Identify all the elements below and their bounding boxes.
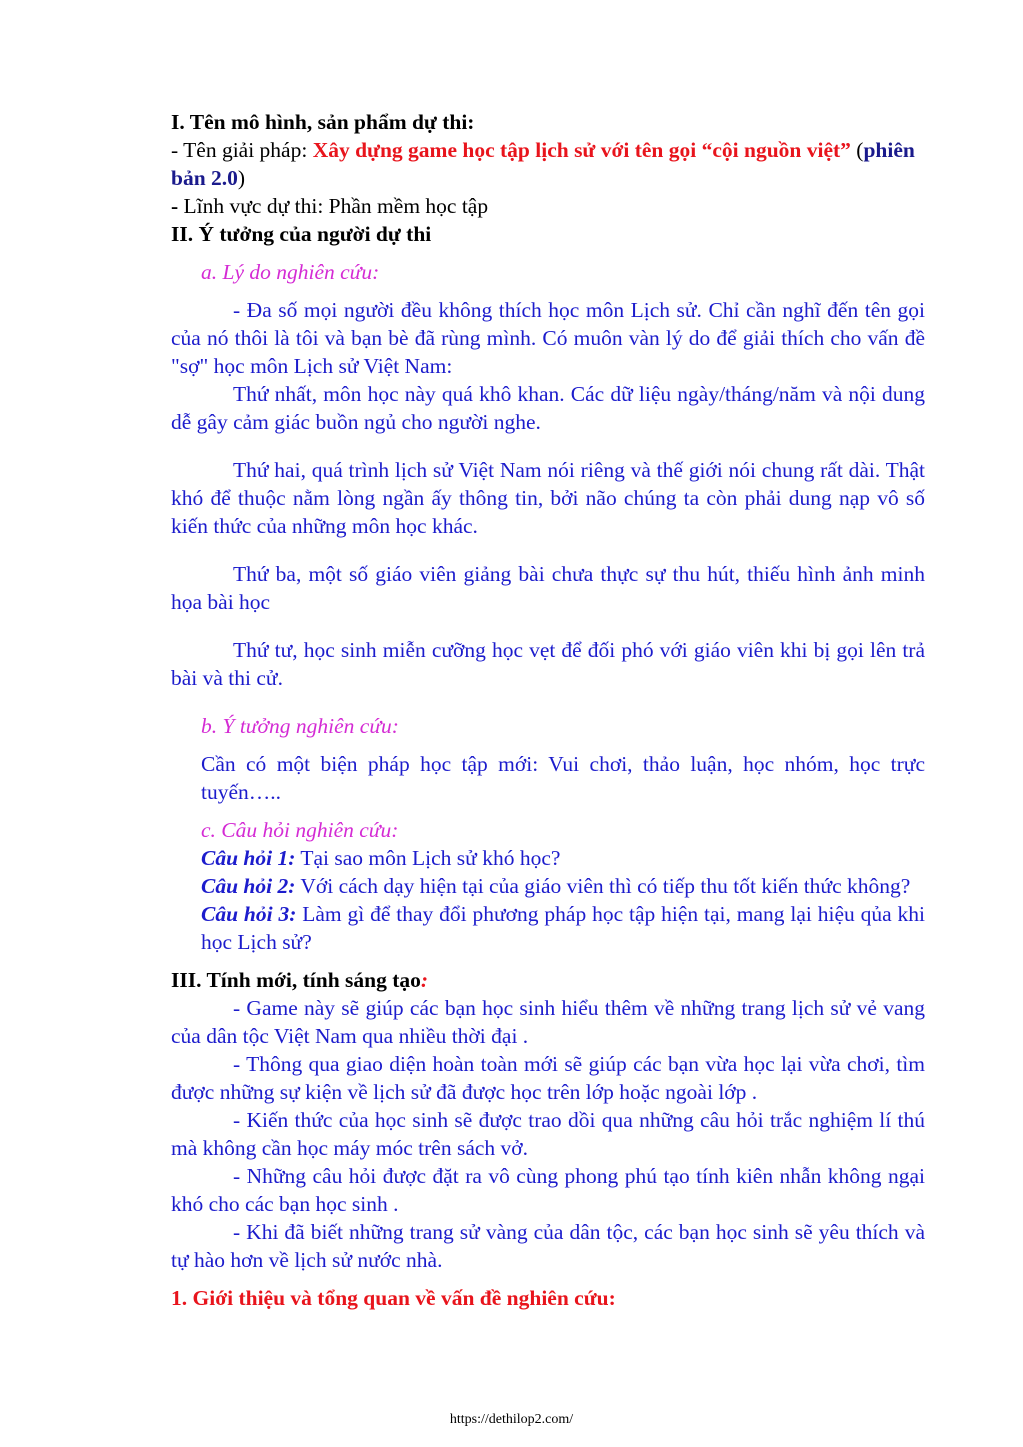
question-2-label: Câu hỏi 2: xyxy=(201,874,296,898)
version-close: ) xyxy=(237,166,246,190)
version-label: phiên bản 2.0 xyxy=(171,138,915,190)
section1-heading: I. Tên mô hình, sản phẩm dự thi: xyxy=(171,110,475,134)
field-text: Lĩnh vực dự thi: Phần mềm học tập xyxy=(183,194,489,218)
document-page xyxy=(171,108,925,1312)
field-dash: - xyxy=(171,194,184,218)
idea-paragraph: Cần có một biện pháp học tập mới: Vui chơi, thảo luận, học nhóm, học trực tuyến….. xyxy=(201,752,925,804)
question-1-label: Câu hỏi 1: xyxy=(201,846,296,870)
field-line xyxy=(171,192,925,220)
solution-line xyxy=(171,136,925,192)
section3-heading xyxy=(171,966,925,994)
version-open: ( xyxy=(850,138,864,162)
novelty-item-3: - Kiến thức của học sinh sẽ được trao dồi qua những câu hỏi trắc nghiệm lí thú mà không cần học máy móc trên sách vở. xyxy=(171,1108,925,1160)
question-2-text: Với cách dạy hiện tại của giáo viên thì có tiếp thu tốt kiến thức không? xyxy=(295,874,911,898)
question-3-text: Làm gì để thay đổi phương pháp học tập hiện tại, mang lại hiệu qủa khi học Lịch sử? xyxy=(201,902,926,954)
question-1-text: Tại sao môn Lịch sử khó học? xyxy=(295,846,561,870)
reason-paragraph-5: Thứ tư, học sinh miễn cưỡng học vẹt để đối phó với giáo viên khi bị gọi lên trả bài và thi cử. xyxy=(171,638,925,690)
footer-url[interactable]: https://dethilop2.com/ xyxy=(449,1412,574,1427)
subheading-a: a. Lý do nghiên cứu: xyxy=(201,260,380,284)
novelty-item-2: - Thông qua giao diện hoàn toàn mới sẽ giúp các bạn vừa học lại vừa chơi, tìm được những sự kiện về lịch sử đã được học trên lớp hoặc ngoài lớp . xyxy=(171,1052,925,1104)
subheading-b: b. Ý tưởng nghiên cứu: xyxy=(201,714,399,738)
reason-paragraph-1: - Đa số mọi người đều không thích học môn Lịch sử. Chỉ cần nghĩ đến tên gọi của nó thôi là tôi và bạn bè đã rùng mình. Có muôn vàn lý do để giải thích cho vấn đề "sợ" học môn Lịch sử Việt Nam: xyxy=(171,298,925,378)
novelty-item-1: - Game này sẽ giúp các bạn học sinh hiểu thêm về những trang lịch sử vẻ vang của dân tộc Việt Nam qua nhiều thời đại . xyxy=(171,996,925,1048)
solution-prefix: - Tên giải pháp: xyxy=(171,138,313,162)
reason-paragraph-4: Thứ ba, một số giáo viên giảng bài chưa thực sự thu hút, thiếu hình ảnh minh họa bài học xyxy=(171,562,925,614)
question-3-label: Câu hỏi 3: xyxy=(201,902,297,926)
reason-paragraph-2: Thứ nhất, môn học này quá khô khan. Các dữ liệu ngày/tháng/năm và nội dung dễ gây cảm giác buồn ngủ cho người nghe. xyxy=(171,382,925,434)
novelty-item-5: - Khi đã biết những trang sử vàng của dân tộc, các bạn học sinh sẽ yêu thích và tự hào hơn về lịch sử nước nhà. xyxy=(171,1220,925,1272)
novelty-item-4: - Những câu hỏi được đặt ra vô cùng phong phú tạo tính kiên nhẫn không ngại khó cho các bạn học sinh . xyxy=(171,1164,925,1216)
subheading-c: c. Câu hỏi nghiên cứu: xyxy=(201,818,399,842)
question-2 xyxy=(171,872,925,900)
question-1 xyxy=(171,844,925,872)
solution-title: Xây dựng game học tập lịch sử với tên gọi “cội nguồn việt” xyxy=(312,138,851,162)
question-3 xyxy=(171,900,925,956)
section2-heading: II. Ý tưởng của người dự thi xyxy=(171,222,432,246)
section3-heading-colon: : xyxy=(420,968,429,992)
section3-heading-text: III. Tính mới, tính sáng tạo xyxy=(171,968,421,992)
section4-heading: 1. Giới thiệu và tổng quan về vấn đề nghiên cứu: xyxy=(171,1286,616,1310)
reason-paragraph-3: Thứ hai, quá trình lịch sử Việt Nam nói riêng và thế giới nói chung rất dài. Thật khó để thuộc nằm lòng ngần ấy thông tin, bởi não chúng ta còn phải dung nạp vô số kiến thức của những môn học khác. xyxy=(171,458,925,538)
